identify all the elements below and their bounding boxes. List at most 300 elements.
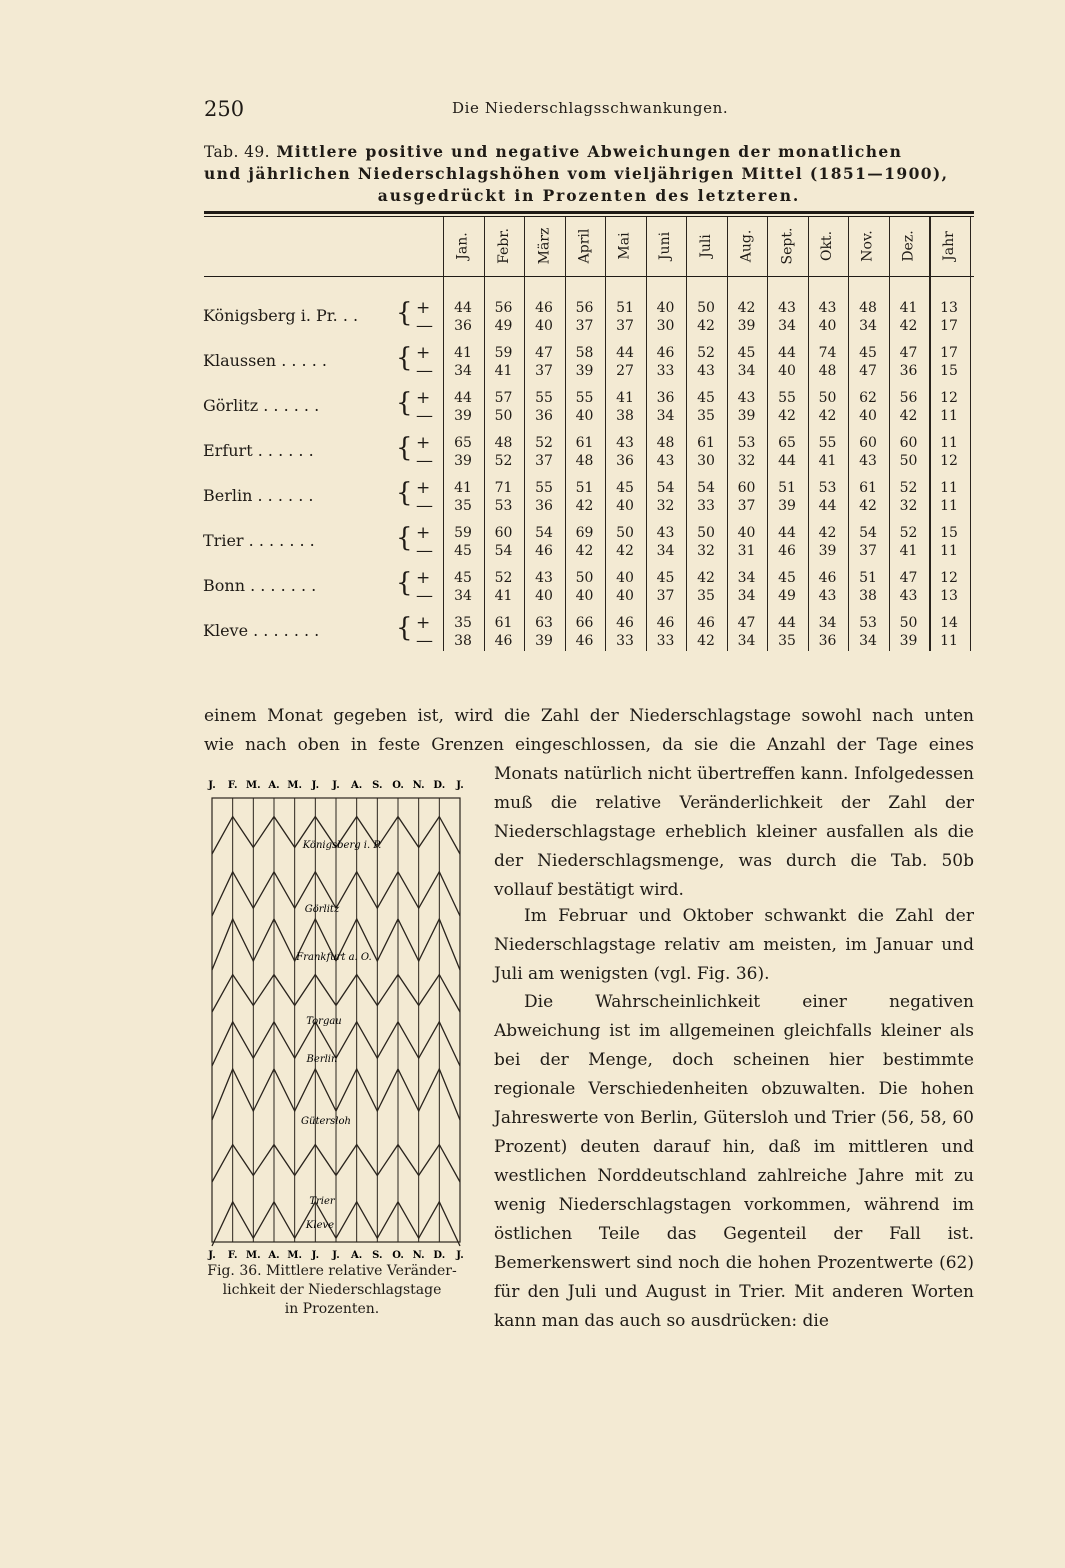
- table-cell: 51: [616, 300, 634, 316]
- table-cell: 51: [575, 480, 594, 496]
- table-cell: 40: [616, 570, 634, 586]
- table-cell: 42: [899, 318, 918, 334]
- table-cell: 50: [616, 525, 634, 541]
- table-cell: 17: [940, 345, 958, 361]
- table-cell: 43: [616, 435, 634, 451]
- table-cell: 40: [535, 588, 553, 604]
- table-cell: 35: [697, 588, 715, 604]
- sign-minus: —: [416, 586, 433, 606]
- table-cell: 43: [535, 570, 553, 586]
- table-cell: 58: [575, 345, 594, 361]
- table-cell: 46: [697, 615, 715, 631]
- table-cell: 37: [656, 588, 675, 604]
- table-cell: 53: [494, 498, 513, 514]
- column-header-label: Nov.: [859, 230, 876, 262]
- table-cell: 56: [899, 390, 918, 406]
- column-header-label: Jahr: [940, 231, 957, 261]
- column-header: [443, 218, 483, 274]
- table-cell: 39: [818, 543, 837, 559]
- table-cell: 43: [859, 453, 877, 469]
- axis-month-label: D.: [433, 780, 446, 791]
- table-cell: 46: [778, 543, 796, 559]
- table-cell: 37: [535, 363, 553, 379]
- table-cell: 41: [494, 588, 513, 604]
- sign-plus: +: [416, 568, 431, 588]
- table-cell: 14: [940, 615, 958, 631]
- table-cell: 40: [859, 408, 877, 424]
- table-cell: 56: [575, 300, 594, 316]
- table-cell: 47: [899, 345, 918, 361]
- table-cell: 41: [899, 300, 918, 316]
- sign-minus: —: [416, 496, 433, 516]
- table-cell: 42: [818, 525, 837, 541]
- table-cell: 34: [656, 543, 675, 559]
- table-cell: 66: [575, 615, 594, 631]
- sign-minus: —: [416, 631, 433, 651]
- figure-caption-line-2: lichkeit der Niederschlagstage: [222, 1282, 442, 1298]
- table-cell: 46: [656, 615, 675, 631]
- caption-line-1: Mittlere positive und negative Abweichungen der monatlichen: [276, 142, 903, 161]
- table-cell: 42: [899, 408, 918, 424]
- column-header: [565, 218, 605, 274]
- station-name: Klaussen . . . . .: [203, 351, 327, 370]
- column-header: [767, 218, 807, 274]
- table-cell: 46: [494, 633, 513, 649]
- axis-month-label: J.: [311, 780, 320, 791]
- column-header-label: Okt.: [819, 230, 836, 262]
- row-brace: {: [396, 433, 413, 463]
- column-header-label: Sept.: [778, 227, 795, 265]
- axis-month-label: J.: [332, 1250, 340, 1261]
- table-cell: 55: [535, 480, 553, 496]
- axis-month-label: J.: [208, 780, 216, 791]
- axis-month-label: N.: [412, 780, 425, 791]
- column-header: [727, 218, 767, 274]
- station-name: Görlitz . . . . . .: [203, 396, 320, 415]
- station-label: Torgau: [306, 1016, 342, 1027]
- table-cell: 39: [737, 318, 756, 334]
- table-cell: 52: [535, 435, 553, 451]
- table-cell: 43: [778, 300, 796, 316]
- table-cell: 49: [778, 588, 796, 604]
- table-cell: 32: [656, 498, 675, 514]
- table-cell: 39: [454, 408, 472, 424]
- station-name: Erfurt . . . . . .: [203, 441, 314, 460]
- table-cell: 38: [616, 408, 634, 424]
- row-brace: {: [396, 523, 413, 553]
- figure-caption-line-1: Fig. 36. Mittlere relative Veränder-: [207, 1263, 457, 1279]
- table-cell: 44: [778, 615, 796, 631]
- table-cell: 39: [575, 363, 594, 379]
- column-header-label: Aug.: [738, 229, 755, 263]
- table-cell: 31: [737, 543, 756, 559]
- row-brace: {: [396, 388, 413, 418]
- table-cell: 48: [859, 300, 877, 316]
- table-cell: 42: [859, 498, 877, 514]
- row-brace: {: [396, 613, 413, 643]
- table-cell: 33: [697, 498, 715, 514]
- axis-month-label: A.: [351, 780, 363, 791]
- sign-plus: +: [416, 388, 431, 408]
- table-cell: 34: [737, 363, 756, 379]
- table-cell: 15: [940, 363, 958, 379]
- table-cell: 36: [616, 453, 634, 469]
- station-name: Berlin . . . . . .: [203, 486, 314, 505]
- figure-caption-line-3: in Prozenten.: [284, 1301, 380, 1317]
- table-cell: 45: [859, 345, 877, 361]
- table-cell: 35: [697, 408, 715, 424]
- column-header: [808, 218, 848, 274]
- table-cell: 35: [454, 498, 472, 514]
- axis-month-label: O.: [392, 1250, 404, 1261]
- axis-month-label: S.: [372, 780, 383, 791]
- station-label: Trier: [309, 1196, 335, 1207]
- column-header: [646, 218, 686, 274]
- table-cell: 57: [494, 390, 513, 406]
- table-cell: 52: [899, 525, 918, 541]
- figure-36: [196, 772, 486, 1292]
- table-cell: 40: [575, 588, 594, 604]
- table-cell: 43: [697, 363, 715, 379]
- table-cell: 44: [778, 525, 796, 541]
- station-name: Trier . . . . . . .: [203, 531, 315, 550]
- table-cell: 17: [940, 318, 958, 334]
- table-cell: 51: [859, 570, 877, 586]
- table-cell: 45: [616, 480, 634, 496]
- table-cell: 40: [616, 588, 634, 604]
- table-cell: 42: [737, 300, 756, 316]
- axis-month-label: A.: [268, 780, 280, 791]
- table-cell: 43: [818, 588, 837, 604]
- station-name: Bonn . . . . . . .: [203, 576, 317, 595]
- table-cell: 53: [737, 435, 756, 451]
- table-cell: 34: [859, 633, 877, 649]
- table-cell: 36: [454, 318, 472, 334]
- table-cell: 50: [899, 615, 918, 631]
- table-cell: 39: [454, 453, 472, 469]
- table-cell: 38: [859, 588, 877, 604]
- column-header-label: März: [536, 227, 552, 265]
- table-cell: 46: [535, 543, 553, 559]
- table-cell: 34: [737, 633, 756, 649]
- table-cell: 37: [737, 498, 756, 514]
- table-cell: 47: [535, 345, 553, 361]
- table-cell: 38: [454, 633, 472, 649]
- axis-month-label: J.: [456, 780, 464, 791]
- axis-month-label: J.: [208, 1250, 216, 1261]
- table-cell: 44: [778, 345, 796, 361]
- table-cell: 12: [940, 390, 958, 406]
- figure-caption: [198, 1262, 466, 1319]
- table-cell: 30: [656, 318, 675, 334]
- table-cell: 60: [859, 435, 877, 451]
- table-cell: 48: [818, 363, 837, 379]
- axis-month-label: N.: [412, 1250, 425, 1261]
- text-line-2: wie nach oben in feste Grenzen eingeschlossen, da sie die Anzahl der Tage eines: [204, 735, 974, 755]
- table-cell: 42: [697, 570, 715, 586]
- table-cell: 35: [454, 615, 472, 631]
- table-cell: 12: [940, 453, 958, 469]
- table-cell: 34: [454, 363, 472, 379]
- column-header-label: Mai: [616, 232, 633, 260]
- station-label: Berlin: [306, 1054, 338, 1065]
- table-cell: 44: [454, 300, 472, 316]
- column-divider: [970, 217, 971, 651]
- table-cell: 34: [454, 588, 472, 604]
- table-cell: 11: [940, 543, 958, 559]
- column-header: [686, 218, 726, 274]
- sign-minus: —: [416, 406, 433, 426]
- axis-month-label: F.: [227, 780, 238, 791]
- table-cell: 61: [494, 615, 513, 631]
- table-cell: 46: [616, 615, 634, 631]
- table-cell: 63: [535, 615, 553, 631]
- table-cell: 40: [818, 318, 837, 334]
- table-cell: 46: [535, 300, 553, 316]
- table-cell: 42: [697, 633, 715, 649]
- table-cell: 37: [616, 318, 634, 334]
- sign-plus: +: [416, 613, 431, 633]
- table-cell: 44: [616, 345, 634, 361]
- table-cell: 54: [859, 525, 877, 541]
- table-cell: 46: [656, 345, 675, 361]
- table-cell: 51: [778, 480, 796, 496]
- table-cell: 52: [494, 453, 513, 469]
- table-cell: 60: [494, 525, 513, 541]
- column-header-label: Febr.: [495, 228, 512, 264]
- table-cell: 42: [697, 318, 715, 334]
- table-cell: 56: [494, 300, 513, 316]
- table-label: Tab. 49.: [204, 143, 271, 161]
- table-cell: 46: [575, 633, 594, 649]
- column-header: [889, 218, 929, 274]
- table-cell: 11: [940, 408, 958, 424]
- column-header: [848, 218, 888, 274]
- table-cell: 60: [737, 480, 756, 496]
- table-cell: 13: [940, 300, 958, 316]
- table-cell: 45: [656, 570, 675, 586]
- station-label: Görlitz: [304, 904, 340, 915]
- station-label: Kleve: [305, 1220, 335, 1231]
- table-cell: 65: [454, 435, 472, 451]
- column-header-label: Dez.: [900, 230, 917, 262]
- table-cell: 42: [818, 408, 837, 424]
- caption-line-2: und jährlichen Niederschlagshöhen vom vieljährigen Mittel (1851—1900),: [204, 164, 949, 183]
- table-cell: 43: [899, 588, 918, 604]
- table-cell: 48: [575, 453, 594, 469]
- table-cell: 47: [859, 363, 877, 379]
- row-brace: {: [396, 343, 413, 373]
- table-cell: 43: [737, 390, 756, 406]
- table-cell: 61: [859, 480, 877, 496]
- table-cell: 43: [818, 300, 837, 316]
- table-cell: 59: [454, 525, 472, 541]
- table-cell: 48: [494, 435, 513, 451]
- axis-month-label: M.: [246, 1250, 261, 1261]
- table-cell: 47: [899, 570, 918, 586]
- month-axis-bottom: [207, 1250, 463, 1261]
- table-cell: 45: [454, 570, 472, 586]
- table-cell: 69: [575, 525, 594, 541]
- table-cell: 34: [859, 318, 877, 334]
- table-cell: 61: [575, 435, 594, 451]
- table-cell: 12: [940, 570, 958, 586]
- axis-month-label: A.: [351, 1250, 363, 1261]
- table-cell: 52: [899, 480, 918, 496]
- table-cell: 36: [818, 633, 837, 649]
- table-cell: 54: [656, 480, 675, 496]
- table-cell: 65: [778, 435, 796, 451]
- axis-month-label: M.: [287, 780, 302, 791]
- table-cell: 41: [818, 453, 837, 469]
- table-cell: 13: [940, 588, 958, 604]
- table-cell: 44: [818, 498, 837, 514]
- table-cell: 40: [778, 363, 796, 379]
- table-cell: 47: [737, 615, 756, 631]
- column-header: [605, 218, 645, 274]
- table-cell: 42: [778, 408, 796, 424]
- station-label: Frankfurt a. O.: [296, 952, 372, 963]
- table-cell: 44: [778, 453, 796, 469]
- table-top-rule-thin: [204, 216, 974, 217]
- table-cell: 36: [899, 363, 918, 379]
- column-header: [524, 218, 564, 274]
- table-cell: 44: [454, 390, 472, 406]
- table-cell: 41: [494, 363, 513, 379]
- column-header-label: April: [576, 228, 593, 264]
- table-cell: 61: [697, 435, 715, 451]
- row-brace: {: [396, 298, 413, 328]
- station-name: Königsberg i. Pr. . .: [203, 306, 359, 325]
- station-name: Kleve . . . . . . .: [203, 621, 320, 640]
- station-label: Königsberg i. P.: [302, 840, 382, 851]
- table-cell: 45: [454, 543, 472, 559]
- caption-line-3: ausgedrückt in Prozenten des letzteren.: [377, 186, 801, 205]
- table-cell: 33: [656, 363, 675, 379]
- table-cell: 32: [697, 543, 715, 559]
- table-cell: 11: [940, 435, 958, 451]
- table-cell: 39: [899, 633, 918, 649]
- table-cell: 50: [818, 390, 837, 406]
- table-cell: 36: [656, 390, 675, 406]
- table-cell: 52: [494, 570, 513, 586]
- table-cell: 41: [899, 543, 918, 559]
- table-cell: 32: [899, 498, 918, 514]
- table-cell: 54: [494, 543, 513, 559]
- table-cell: 49: [494, 318, 513, 334]
- table-cell: 41: [454, 480, 472, 496]
- table-cell: 53: [818, 480, 837, 496]
- axis-month-label: J.: [456, 1250, 464, 1261]
- sign-minus: —: [416, 451, 433, 471]
- table-cell: 53: [859, 615, 877, 631]
- table-cell: 43: [656, 453, 675, 469]
- table-cell: 55: [575, 390, 594, 406]
- table-cell: 55: [535, 390, 553, 406]
- axis-month-label: D.: [433, 1250, 446, 1261]
- table-cell: 50: [899, 453, 918, 469]
- table-cell: 36: [535, 408, 553, 424]
- table-cell: 50: [697, 300, 715, 316]
- table-cell: 41: [454, 345, 472, 361]
- axis-month-label: M.: [287, 1250, 302, 1261]
- table-cell: 34: [656, 408, 675, 424]
- table-cell: 40: [535, 318, 553, 334]
- row-brace: {: [396, 568, 413, 598]
- paragraph-1: Monats natürlich nicht übertreffen kann. Infolgedessen muß die relative Veränderlichkeit der Zahl der Niederschlagstage erheblich kleiner ausfallen als die der Niederschlagsmenge, was durch die Tab. 50b vollauf bestätigt wird.: [494, 764, 974, 900]
- table-cell: 54: [535, 525, 553, 541]
- table-cell: 27: [616, 363, 634, 379]
- sign-minus: —: [416, 361, 433, 381]
- text-line-1: einem Monat gegeben ist, wird die Zahl der Niederschlagstage sowohl nach unten: [204, 706, 974, 726]
- table-cell: 34: [737, 588, 756, 604]
- table-top-rule: [204, 211, 974, 214]
- axis-month-label: O.: [392, 780, 404, 791]
- table-cell: 36: [535, 498, 553, 514]
- table-cell: 34: [778, 318, 796, 334]
- axis-month-label: S.: [372, 1250, 383, 1261]
- column-header: [484, 218, 524, 274]
- table-cell: 40: [656, 300, 675, 316]
- table-cell: 40: [575, 408, 594, 424]
- table-cell: 50: [575, 570, 594, 586]
- table-cell: 42: [616, 543, 634, 559]
- axis-month-label: M.: [246, 780, 261, 791]
- table-cell: 42: [575, 498, 594, 514]
- table-cell: 37: [859, 543, 877, 559]
- table-cell: 46: [818, 570, 837, 586]
- table-cell: 33: [656, 633, 675, 649]
- table-cell: 40: [737, 525, 756, 541]
- sign-plus: +: [416, 433, 431, 453]
- table-cell: 11: [940, 498, 958, 514]
- axis-month-label: A.: [268, 1250, 280, 1261]
- table-cell: 55: [818, 435, 837, 451]
- table-cell: 50: [697, 525, 715, 541]
- page-number: 250: [204, 97, 245, 121]
- table-cell: 15: [940, 525, 958, 541]
- month-axis-top: [207, 780, 463, 791]
- sign-minus: —: [416, 541, 433, 561]
- column-header-label: Juni: [657, 231, 674, 261]
- axis-month-label: F.: [227, 1250, 238, 1261]
- table-header-rule: [204, 276, 974, 277]
- table-cell: 55: [778, 390, 796, 406]
- table-cell: 48: [656, 435, 675, 451]
- table-cell: 33: [616, 633, 634, 649]
- column-header-label: Juli: [698, 234, 714, 258]
- table-cell: 35: [778, 633, 796, 649]
- table-cell: 45: [697, 390, 715, 406]
- table-cell: 37: [535, 453, 553, 469]
- table-cell: 45: [778, 570, 796, 586]
- table-cell: 50: [494, 408, 513, 424]
- sign-minus: —: [416, 316, 433, 336]
- axis-month-label: J.: [311, 1250, 320, 1261]
- row-brace: {: [396, 478, 413, 508]
- table-cell: 60: [899, 435, 918, 451]
- table-cell: 39: [535, 633, 553, 649]
- sign-plus: +: [416, 298, 431, 318]
- table-cell: 45: [737, 345, 756, 361]
- table-cell: 32: [737, 453, 756, 469]
- sign-plus: +: [416, 478, 431, 498]
- table-cell: 59: [494, 345, 513, 361]
- table-cell: 40: [616, 498, 634, 514]
- axis-month-label: J.: [332, 780, 340, 791]
- sign-plus: +: [416, 523, 431, 543]
- table-cell: 52: [697, 345, 715, 361]
